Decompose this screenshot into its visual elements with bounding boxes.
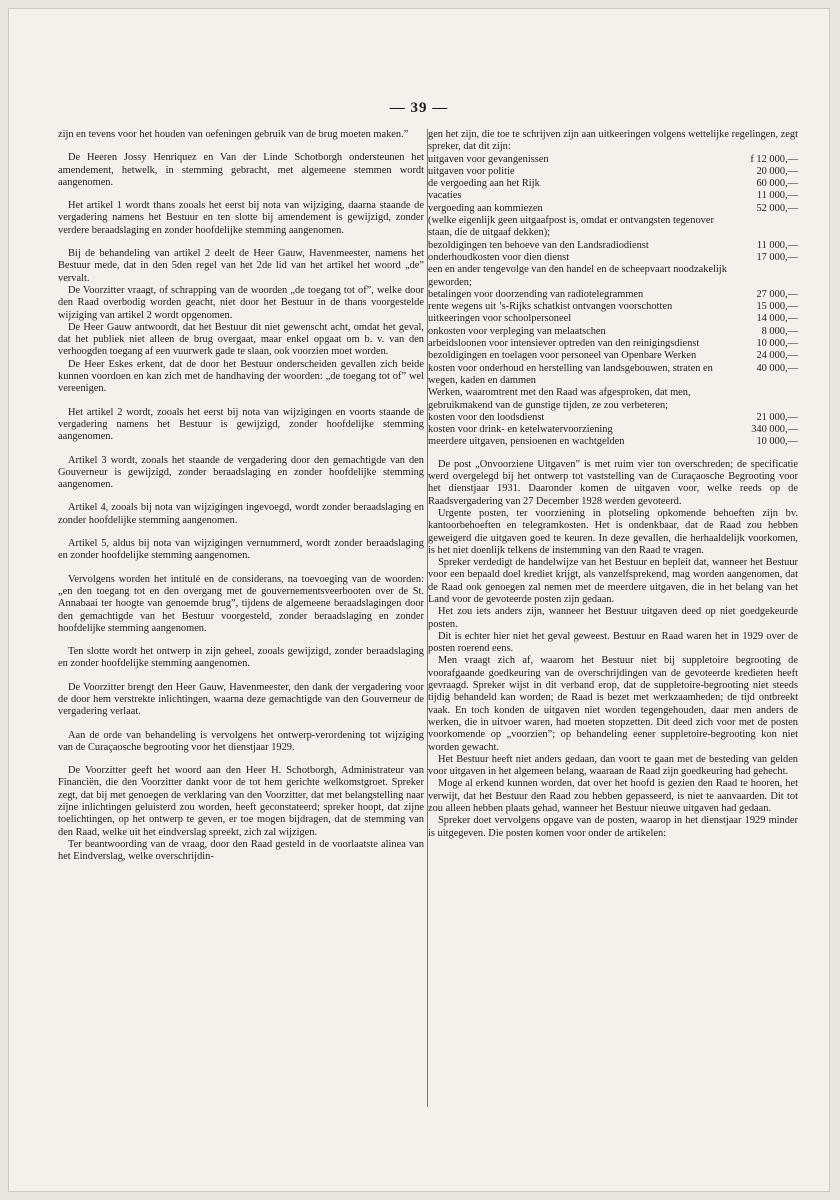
budget-item: [428, 301, 798, 313]
budget-item-label: bezoldigingen ten behoeve van den Landsradiodienst: [428, 239, 649, 251]
budget-item-label: uitgaven voor gevangenissen: [428, 153, 549, 165]
paragraph: Het zou iets anders zijn, wanneer het Bestuur uitgaven deed op niet goedgekeurde posten.: [428, 606, 798, 630]
budget-item: [428, 190, 798, 202]
budget-item-amount: 10 000,—: [756, 436, 798, 448]
paragraph: Ter beantwoording van de vraag, door den Raad gesteld in de voorlaatste alinea van het Eindverslag, welke overschrijdin-: [58, 838, 424, 863]
paragraph: gen het zijn, die toe te schrijven zijn aan uitkeeringen volgens wettelijke regelingen, zegt spreker, dat dit zijn:: [428, 129, 798, 153]
paragraph: De Heer Eskes erkent, dat de door het Bestuur onderscheiden gevallen zich beide kunnen voordoen en kan zich met de handhaving der woorden: „de toegang tot of” wel vereenigen.: [58, 358, 424, 395]
right-column: [428, 129, 798, 840]
budget-item-label: uitkeeringen voor schoolpersoneel: [428, 313, 572, 325]
paragraph: Dit is echter hier niet het geval geweest. Bestuur en Raad waren het in 1929 over de posten roerend eens.: [428, 630, 798, 655]
page-number: — 39 —: [389, 100, 449, 116]
budget-item-label: kosten voor drink- en ketelwatervoorziening: [428, 424, 613, 436]
paragraph: Moge al erkend kunnen worden, dat over het hoofd is gezien den Raad te hooren, het verwijt, dat het Bestuur den Raad zou hebben gepasseerd, is niet te aanvaarden. Dit tot zou alleen hebben plaats gehad, wanneer het Bestuur nieuwe uitgaven had gedaan.: [428, 778, 798, 815]
budget-item: [428, 154, 798, 166]
budget-item-label: Werken, waaromtrent met den Raad was afgesproken, dat men, gebruikmakend van de gunstige tijden, ze zou verbeteren;: [428, 387, 691, 411]
budget-item-label: (welke eigenlijk geen uitgaafpost is, omdat er ontvangsten tegenover staan, die de uitgaaf dekken);: [428, 215, 714, 239]
budget-item-amount: 11 000,—: [756, 190, 798, 202]
paragraph: Het artikel 2 wordt, zooals het eerst bij nota van wijzigingen en voorts staande de vergadering namens het Bestuur is gewijzigd, zonder hoofdelijke stemming aangenomen.: [58, 406, 424, 443]
paragraph: Vervolgens worden het intitulé en de considerans, na toevoeging van de woorden: „en den toegang tot en den overgang met de gouvernementsveerbooten over de St. Annabaai ter hoogte van genoemde brug”, tijdens de algemeene beraadslagingen door den gemachtigde van het Bestuur voorgesteld, zonder beraadslaging en zonder hoofdelijke stemming aangenomen.: [58, 573, 424, 634]
budget-item-label: vergoeding aan kommiezen: [428, 202, 543, 214]
budget-item: [428, 436, 798, 448]
budget-item: [428, 412, 798, 424]
budget-item: [428, 338, 798, 350]
paragraph: Ten slotte wordt het ontwerp in zijn geheel, zooals gewijzigd, zonder beraadslaging en zonder hoofdelijke stemming aangenomen.: [58, 646, 424, 670]
budget-item-amount: 52 000,—: [756, 202, 798, 214]
budget-item-label: onderhoudkosten voor dien dienst: [428, 251, 570, 263]
budget-item-label: bezoldigingen en toelagen voor personeel van Openbare Werken: [428, 350, 697, 362]
budget-item-amount: 60 000,—: [756, 178, 798, 190]
budget-item-amount: 40 000,—: [756, 362, 798, 374]
budget-item-amount: 27 000,—: [756, 288, 798, 300]
budget-item: [428, 363, 798, 388]
budget-item-label: betalingen voor doorzending van radiotelegrammen: [428, 288, 644, 300]
budget-item-amount: 24 000,—: [756, 350, 798, 362]
paragraph: Het artikel 1 wordt thans zooals het eerst bij nota van wijziging, daarna staande de vergadering namens het Bestuur en ten slotte bij amendement is gewijzigd, zonder verdere beraadslaging en zonder hoofdelijke stemming aangenomen.: [58, 200, 424, 236]
budget-item-amount: 21 000,—: [756, 411, 798, 423]
budget-item: [428, 289, 798, 301]
paragraph: De Voorzitter geeft het woord aan den Heer H. Schotborgh, Administrateur van Financiën, die den Voorzitter dankt voor de tot hem gerichte welkomstgroet. Spreker zegt, dat bij met genoegen de verklaring van den Voorzitter, dat met belangstelling naar zijne inlichtingen geluisterd zou worden, heeft geconstateerd; spreker hoopt, dat zijne toelichtingen, op het ontwerp te geven, er toe mogen bijdragen, dat de stemming van den Raad, welke uit het eindverslag spreekt, zich zal wijzigen.: [58, 765, 424, 838]
paragraph: Bij de behandeling van artikel 2 deelt de Heer Gauw, Havenmeester, namens het Bestuur mede, dat in den 5den regel van het 2de lid van het artikel het woord „de” vervalt.: [58, 248, 424, 284]
budget-item-amount: 8 000,—: [761, 325, 798, 337]
budget-item-amount: 11 000,—: [756, 239, 798, 251]
paragraph: De Heeren Jossy Henriquez en Van der Linde Schotborgh ondersteunen het amendement, hetwelk, in stemming gebracht, met algemeene stemmen wordt aangenomen.: [58, 152, 424, 188]
budget-item: [428, 326, 798, 338]
paragraph: Spreker verdedigt de handelwijze van het Bestuur en bepleit dat, wanneer het Bestuur voor een bepaald doel krediet krijgt, als vanzelfsprekend, mag worden aangenomen, dat de Raad ook genoegen zal nemen met de meerdere uitgaven, die in het belang van het Land voor de gevoteerde posten zijn gedaan.: [428, 557, 798, 605]
paragraph: De Heer Gauw antwoordt, dat het Bestuur dit niet gewenscht acht, omdat het geval, dat het publiek niet alleen de brug overgaat, maar enkel opgaat om b. v. van den verhoogden toegang af een vuurwerk gade te slaan, ook voorzien moet worden.: [58, 321, 424, 358]
document-page: [8, 8, 830, 1192]
budget-item-amount: 20 000,—: [756, 165, 798, 177]
paragraph: De Voorzitter vraagt, of schrapping van de woorden „de toegang tot of”, welke door den Raad overbodig worden geacht, niet door het Bestuur in de thans voorgestelde wijziging van artikel 2 wordt opgenomen.: [58, 284, 424, 321]
paragraph: zijn en tevens voor het houden van oefeningen gebruik van de brug moeten maken.”: [58, 129, 409, 140]
budget-item-label: meerdere uitgaven, pensioenen en wachtgelden: [428, 436, 625, 448]
budget-item: [428, 215, 798, 240]
budget-item-amount: 15 000,—: [756, 301, 798, 313]
budget-item-label: vacaties: [428, 190, 462, 202]
paragraph: Artikel 5, aldus bij nota van wijzigingen vernummerd, wordt zonder beraadslaging en zonder hoofdelijke stemming aangenomen.: [58, 538, 424, 562]
paragraph: Urgente posten, ter voorziening in plotseling opkomende behoeften zijn bv. kantoorbehoeften en telegramkosten. Het is ondenkbaar, dat de Raad zou hebben geweigerd die uitgaven goed te keuren. In deze gevallen, die herhaaldelijk voorkomen, is het niet doenlijk telkens de instemming van den Raad te vragen.: [428, 507, 798, 556]
budget-item: [428, 252, 798, 264]
budget-item-amount: 10 000,—: [756, 338, 798, 350]
budget-item: [428, 166, 798, 178]
budget-item-label: arbeidsloonen voor intensiever optreden van den reinigingsdienst: [428, 338, 700, 350]
left-column: [58, 129, 424, 864]
budget-item: [428, 313, 798, 325]
paragraph: Aan de orde van behandeling is vervolgens het ontwerp-verordening tot wijziging van de Curaçaosche begrooting voor het dienstjaar 1929.: [58, 729, 424, 753]
paragraph: Men vraagt zich af, waarom het Bestuur niet bij suppletoire begrooting de voorafgaande goedkeuring van de overschrijdingen van de gevoteerde kredieten heeft gevraagd. Spreker wijst in dit verband erop, dat de suppletoire-begrooting niet steeds tijdig behandeld kan worden; de Raad is bezet met werkzaamheden; de tijd ontbreekt vaak. En toch konden de uitgaven niet worden tegengehouden, daar men anders de werken, die in uitvoer waren, had moeten stopzetten. Dit deed zich voor met de posten voorkomende op „voorzien”; op behandeling eener suppletoire-begrooting kon niet worden gewacht.: [428, 655, 798, 753]
budget-item-amount: 340 000,—: [751, 424, 798, 436]
budget-item: [428, 264, 798, 289]
budget-item-label: kosten voor onderhoud en herstelling van landsgebouwen, straten en wegen, kaden en dammen: [428, 362, 713, 386]
budget-item: [428, 178, 798, 190]
budget-item-label: uitgaven voor politie: [428, 165, 515, 177]
budget-list: [428, 154, 798, 449]
budget-item: [428, 240, 798, 252]
paragraph: Spreker doet vervolgens opgave van de posten, waarop in het dienstjaar 1929 minder is uitgegeven. Die posten komen voor onder de artikelen:: [428, 815, 798, 839]
paragraph: De Voorzitter brengt den Heer Gauw, Havenmeester, den dank der vergadering voor de door hem verstrekte inlichtingen, waarna deze gemachtigde van den Gouverneur de vergadering verlaat.: [58, 681, 424, 718]
paragraph: Het Bestuur heeft niet anders gedaan, dan voort te gaan met de besteding van gelden voor uitgaven in het algemeen belang, waaraan de Raad zijn goedkeuring had gehecht.: [428, 753, 798, 778]
budget-item: [428, 424, 798, 436]
budget-item-label: onkosten voor verpleging van melaatschen: [428, 325, 606, 337]
budget-item: [428, 387, 798, 412]
paragraph: Artikel 4, zooals bij nota van wijzigingen ingevoegd, wordt zonder beraadslaging en zonder hoofdelijke stemming aangenomen.: [58, 502, 424, 526]
budget-item-amount: f 12 000,—: [750, 153, 798, 165]
budget-item-label: een en ander tengevolge van den handel en de scheepvaart noodzakelijk geworden;: [428, 264, 727, 288]
budget-item-amount: 17 000,—: [756, 251, 798, 263]
budget-item-amount: 14 000,—: [756, 313, 798, 325]
budget-item: [428, 350, 798, 362]
paragraph: De post „Onvoorziene Uitgaven” is met ruim vier ton overschreden; de specificatie werd overgelegd bij het ontwerp tot vaststelling van de Curaçaosche Begrooting voor het dienstjaar 1931. Daaronder komen de uitgaven voor, welke reeds op de Raadsvergadering van 27 December 1928 werden gevoteerd.: [428, 458, 798, 507]
budget-item-label: de vergoeding aan het Rijk: [428, 178, 540, 190]
budget-item-label: kosten voor den loodsdienst: [428, 411, 545, 423]
budget-item-label: rente wegens uit ’s-Rijks schatkist ontvangen voorschotten: [428, 301, 673, 313]
paragraph: Artikel 3 wordt, zooals het staande de vergadering door den gemachtigde van den Gouverneur is gewijzigd, zonder beraadslaging en zonder hoofdelijke stemming aangenomen.: [58, 454, 424, 491]
budget-item: [428, 203, 798, 215]
